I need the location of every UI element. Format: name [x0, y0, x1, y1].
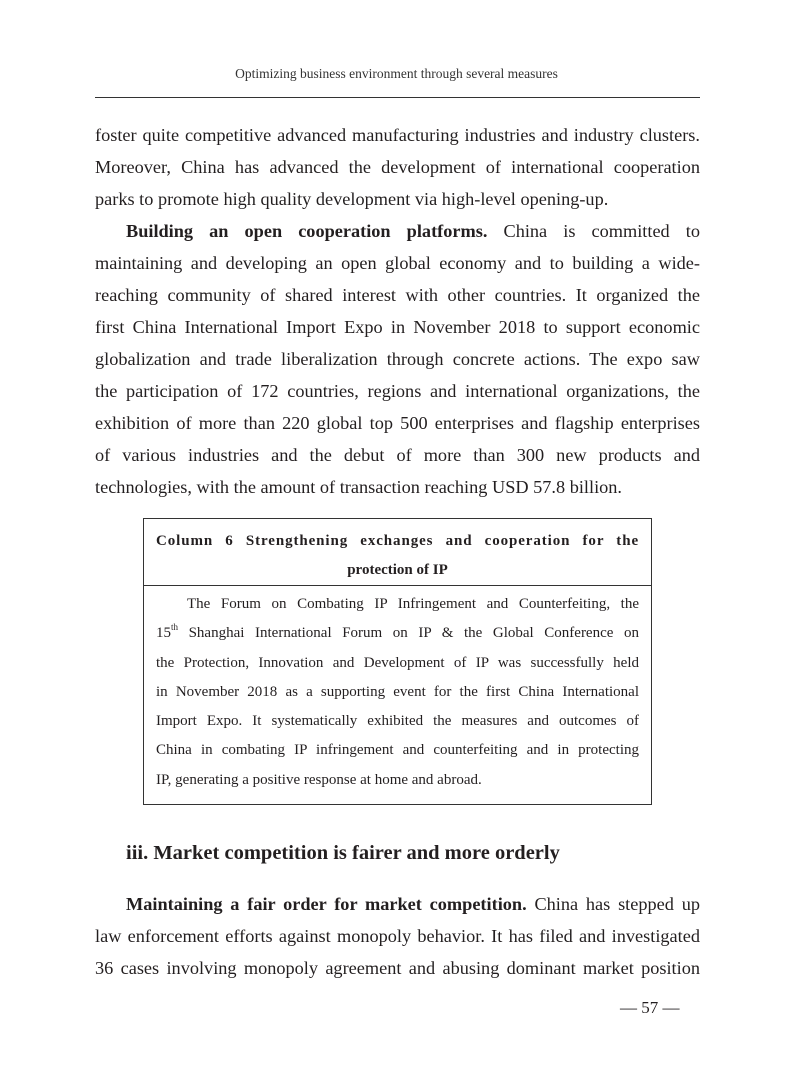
paragraph-lead: Maintaining a fair order for market competition.	[126, 894, 527, 914]
text-line: globalization and trade liberalization through concrete actions. The expo saw	[95, 349, 700, 369]
text-line: maintaining and developing an open global economy and to building a wide-	[95, 253, 700, 273]
text-line: IP, generating a positive response at home and abroad.	[156, 771, 482, 788]
page-number: — 57 —	[620, 998, 680, 1017]
column-box	[143, 518, 652, 805]
text-line	[95, 888, 700, 920]
text-line: reaching community of shared interest with other countries. It organized the	[95, 285, 700, 305]
text-line: 36 cases involving monopoly agreement and abusing dominant market position	[95, 958, 700, 978]
ordinal-suffix: th	[171, 622, 179, 633]
paragraph-lead: Building an open cooperation platforms.	[126, 221, 488, 241]
paragraph-continuation	[95, 119, 700, 215]
line-text: Shanghai International Forum on IP & the Global Conference on	[178, 625, 639, 642]
text-line: Import Expo. It systematically exhibited the measures and outcomes of	[156, 713, 639, 730]
text-line: foster quite competitive advanced manufacturing industries and industry clusters.	[95, 125, 700, 145]
column-title-line: Column 6 Strengthening exchanges and cooperation for the	[156, 533, 639, 549]
text-line	[156, 619, 639, 648]
text-line: technologies, with the amount of transaction reaching USD 57.8 billion.	[95, 477, 623, 497]
text-line: exhibition of more than 220 global top 500 enterprises and flagship enterprises	[95, 413, 700, 433]
paragraph-open-platforms	[95, 215, 700, 503]
section-heading: iii. Market competition is fairer and more orderly	[126, 842, 560, 864]
paragraph-text: China is committed to	[487, 221, 700, 241]
column-title-line: protection of IP	[347, 562, 448, 578]
text-line: parks to promote high quality development via high-level opening-up.	[95, 189, 609, 209]
text-line: the participation of 172 countries, regions and international organizations, the	[95, 381, 700, 401]
column-box-title	[144, 519, 651, 586]
text-line: of various industries and the debut of more than 300 new products and	[95, 445, 700, 465]
text-line: in November 2018 as a supporting event for the first China International	[156, 683, 639, 700]
text-line	[95, 215, 700, 247]
text-line: China in combating IP infringement and counterfeiting and in protecting	[156, 742, 639, 759]
text-line: first China International Import Expo in November 2018 to support economic	[95, 317, 700, 337]
column-box-body	[144, 586, 651, 795]
text-line: Moreover, China has advanced the development of international cooperation	[95, 157, 700, 177]
text-line: the Protection, Innovation and Development of IP was successfully held	[156, 654, 639, 671]
header-rule	[95, 97, 700, 98]
running-header: Optimizing business environment through several measures	[235, 66, 558, 81]
paragraph-fair-order	[95, 888, 700, 984]
text-line: The Forum on Combating IP Infringement and Counterfeiting, the	[187, 596, 639, 612]
paragraph-text: China has stepped up	[526, 894, 700, 914]
text-line: law enforcement efforts against monopoly behavior. It has filed and investigated	[95, 926, 700, 946]
ordinal-number: 15	[156, 625, 171, 642]
